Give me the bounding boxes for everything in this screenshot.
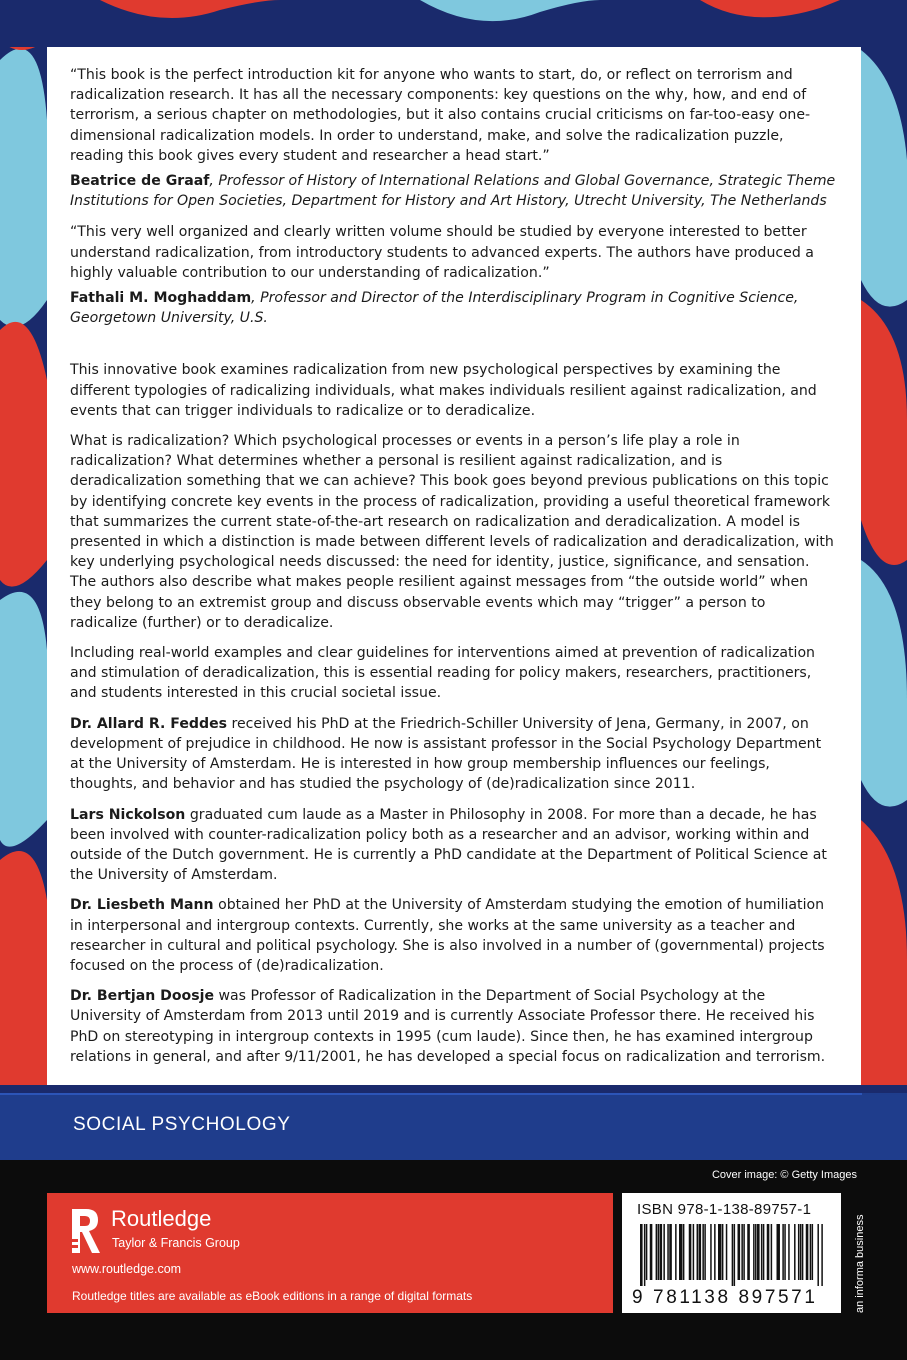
barcode-bar — [658, 1224, 660, 1280]
barcode-bar — [693, 1224, 695, 1280]
barcode-bar — [812, 1224, 814, 1280]
author-bio — [70, 986, 837, 1067]
band-divider — [0, 1093, 862, 1095]
text-panel — [47, 47, 861, 1085]
author-bio-text: graduated cum laude as a Master in Philosophy in 2008. For more than a decade, he has been involved with counter-radicalization policy both as a researcher and an advisor, working within and outside of the Dutch government. He is currently a PhD candidate at the Department of Political Science at the University of Amsterdam. — [70, 806, 827, 884]
ebook-note: Routledge titles are available as eBook editions in a range of digital formats — [72, 1289, 473, 1303]
barcode-bar — [798, 1224, 800, 1280]
barcode-bar — [644, 1224, 646, 1286]
routledge-logo-icon — [68, 1207, 104, 1255]
author-bio-text: obtained her PhD at the University of Amsterdam studying the emotion of humiliation in interpersonal and intergroup contexts. Currently, she works at the same university as a teacher and researcher in cultural and political psychology. She is also involved in a number of (governmental) projects focused on the process of (de)radicalization. — [70, 897, 825, 974]
author-name: Lars Nickolson — [70, 806, 186, 823]
barcode-bar — [689, 1224, 692, 1280]
barcode-bar — [699, 1224, 702, 1280]
barcode-bar — [732, 1224, 734, 1286]
author-bio — [70, 805, 837, 886]
barcode-bar — [817, 1224, 819, 1286]
barcode-bar — [784, 1224, 786, 1280]
section-spacer — [70, 339, 837, 360]
barcode-bar — [802, 1224, 804, 1280]
endorser-name: Beatrice de Graaf — [70, 173, 210, 190]
barcode-bar — [656, 1224, 658, 1280]
barcode-bar — [710, 1224, 712, 1280]
informa-label: an informa business — [854, 1214, 866, 1313]
author-bio — [70, 714, 837, 795]
barcode-bar — [714, 1224, 716, 1280]
barcode-bar — [821, 1224, 823, 1286]
barcode-graphic — [632, 1224, 832, 1286]
endorser-affiliation: , Professor and Director of the Interdisciplinary Program in Cognitive Science, Georgetown University, U.S. — [70, 290, 799, 327]
barcode-bar — [747, 1224, 750, 1280]
barcode-bar — [697, 1224, 699, 1280]
description-paragraph: Including real-world examples and clear guidelines for interventions aimed at prevention of radicalization and stimulation of deradicalization, this is essential reading for policy makers, researchers, practitioners, and students interested in this crucial societal issue. — [70, 645, 815, 702]
barcode-bar — [755, 1224, 757, 1280]
cover-credit: Cover image: © Getty Images — [711, 1169, 857, 1181]
barcode-bar — [663, 1224, 665, 1280]
author-name: Dr. Allard R. Feddes — [70, 715, 228, 732]
endorsement-quote: “This book is the perfect introduction kit for anyone who wants to start, do, or reflect on terrorism and radicalization research. It has all the necessary components: key questions on the why, how, and end of terrorism, a serious chapter on methodologies, but it also contains crucial criticisms on far-too-easy one-dimensional radicalization models. In order to understand, make, and solve the radicalization puzzle, reading this book gives every student and researcher a head start.” — [70, 67, 811, 164]
endorsement-quote: “This very well organized and clearly written volume should be studied by everyone interested to better understand radicalization, from introductory students to advanced experts. The authors have produced a highly valuable contribution to our understanding of radicalization.” — [70, 224, 814, 281]
isbn-text: ISBN 978-1-138-89757-1 — [637, 1201, 812, 1218]
endorsement-attribution — [70, 288, 837, 328]
endorser-name: Fathali M. Moghaddam — [70, 290, 252, 307]
category-label: SOCIAL PSYCHOLOGY — [73, 1114, 291, 1135]
barcode-bar — [810, 1224, 812, 1280]
barcode-bar — [669, 1224, 672, 1280]
barcode-bar — [675, 1224, 677, 1280]
barcode-bar — [650, 1224, 653, 1280]
publisher-url[interactable]: www.routledge.com — [72, 1262, 182, 1276]
barcode-bar — [806, 1224, 809, 1280]
barcode-bar — [720, 1224, 722, 1280]
barcode-bar — [681, 1224, 683, 1280]
barcode-bar — [771, 1224, 773, 1280]
barcode-bar — [778, 1224, 780, 1280]
barcode-bar — [800, 1224, 802, 1280]
barcode-bar — [734, 1224, 736, 1286]
barcode-digits: 9 781138 897571 — [632, 1287, 818, 1308]
publisher-name: Routledge — [111, 1206, 212, 1231]
barcode-bar — [753, 1224, 755, 1280]
author-bio-text: was Professor of Radicalization in the Department of Social Psychology at the University of Amsterdam from 2013 until 2019 and is currently Associate Professor there. He received his PhD on stereotyping in intergroup contexts in 1995 (cum laude). Since then, he has examined intergroup relations in general, and after 9/11/2001, he has developed a special focus on radicalization and terrorism. — [70, 988, 826, 1065]
barcode-bar — [722, 1224, 724, 1280]
author-bio — [70, 895, 837, 976]
barcode-bar — [794, 1224, 796, 1280]
endorsement-attribution — [70, 171, 837, 211]
barcode-bar — [702, 1224, 704, 1280]
endorser-affiliation: , Professor of History of International Relations and Global Governance, Strategic Theme Institutions for Open Societies, Department for History and Art History, Utrecht University, The Netherlands — [70, 173, 836, 210]
barcode-bar — [704, 1224, 706, 1280]
barcode-bar — [640, 1224, 643, 1286]
barcode-bar — [788, 1224, 790, 1280]
barcode-bar — [646, 1224, 648, 1280]
barcode-bar — [660, 1224, 663, 1280]
author-bio-text: received his PhD at the Friedrich-Schiller University of Jena, Germany, in 2007, on development of prejudice in childhood. He now is assistant professor in the Social Psychology Department at the University of Amsterdam. He is interested in how group membership influences our feelings, thoughts, and behavior and has studied the psychology of (de)radicalization since 2011. — [70, 715, 822, 793]
barcode-bar — [782, 1224, 784, 1280]
barcode-bar — [767, 1224, 770, 1280]
barcode-bar — [763, 1224, 765, 1280]
barcode-bar — [726, 1224, 728, 1280]
barcode-bar — [667, 1224, 669, 1280]
barcode-bar — [757, 1224, 760, 1280]
barcode-bar — [741, 1224, 743, 1280]
author-name: Dr. Bertjan Doosje — [70, 988, 215, 1005]
author-name: Dr. Liesbeth Mann — [70, 897, 214, 914]
barcode-bar — [743, 1224, 745, 1280]
barcode-bar — [761, 1224, 763, 1280]
publisher-group: Taylor & Francis Group — [112, 1236, 240, 1250]
description-paragraph: What is radicalization? Which psychological processes or events in a person’s life play a role in radicalization? What determines whether a personal is resilient against radicalization, and is deradicalization something that we can achieve? This book goes beyond previous publications on this topic by identifying concrete key events in the process of radicalization, providing a useful theoretical framework that summarizes the current state-of-the-art research on radicalization and deradicalization. A model is presented in which a distinction is made between different levels of radicalization and deradicalization, with key underlying psychological needs discussed: the need for identity, justice, significance, and sensation. The authors also describe what makes people resilient against messages from “the outside world” when they belong to an extremist group and discuss observable events which may “trigger” a person to radicalize (further) or to deradicalize. — [70, 433, 834, 631]
barcode-bar — [683, 1224, 685, 1280]
description-paragraph: This innovative book examines radicalization from new psychological perspectives by examining the different typologies of radicalizing individuals, what makes individuals resilient against radicalization, and events that can trigger individuals to radicalize or to deradicalize. — [70, 362, 817, 419]
barcode-bar — [738, 1224, 741, 1280]
